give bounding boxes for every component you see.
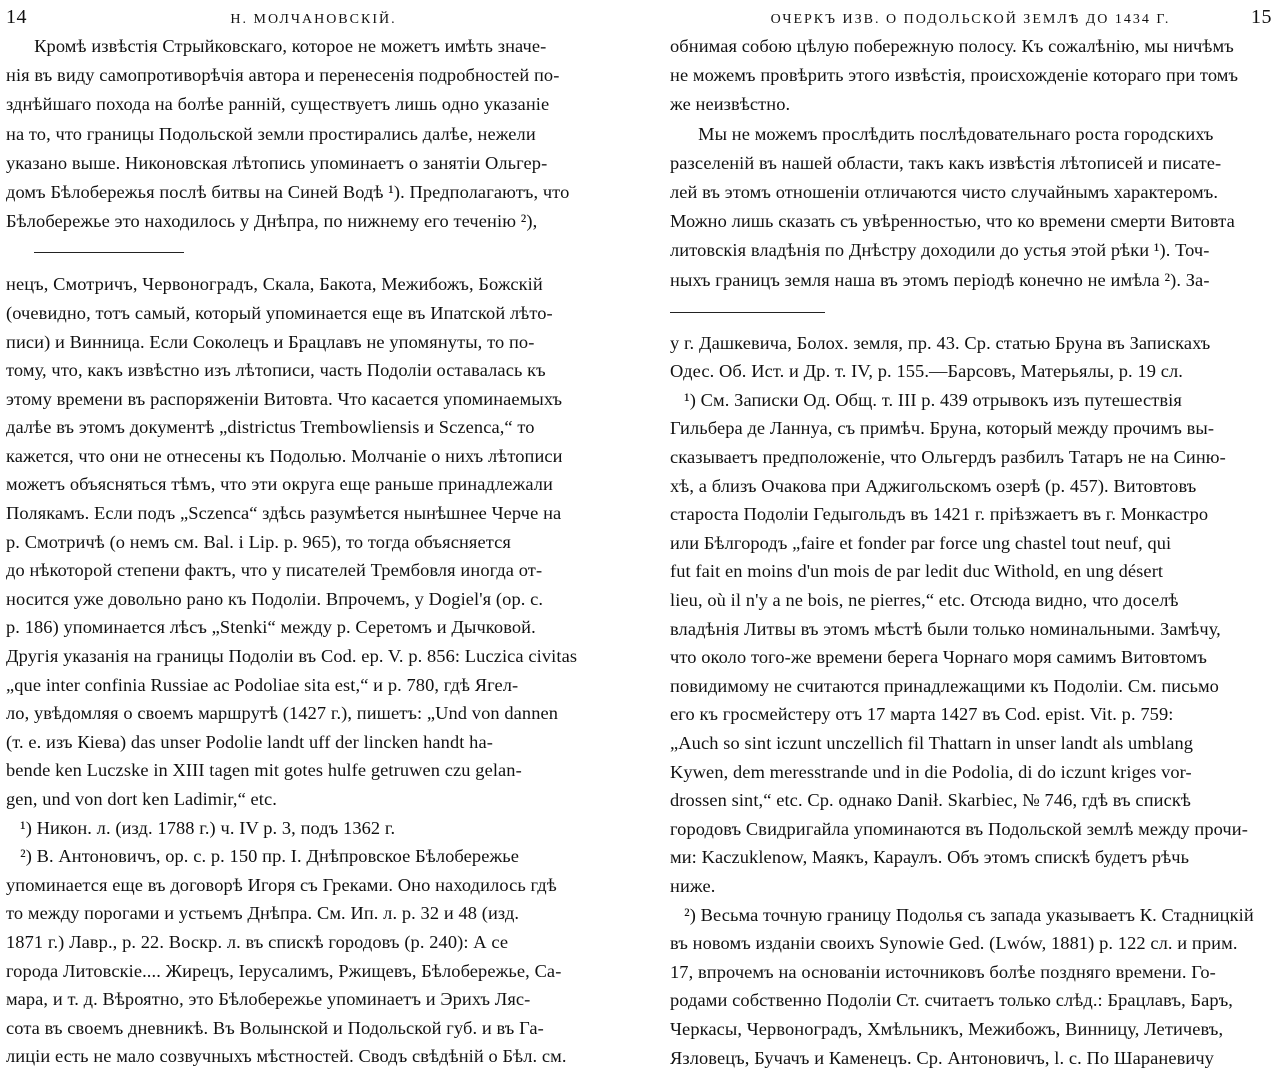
- text-line: домъ Бѣлобережья послѣ битвы на Синей Водѣ ¹). Предполагаютъ, что: [6, 181, 570, 202]
- text-line: fut fait en moins d'un mois de par ledit duc Withold, en ung désert: [670, 561, 1164, 582]
- text-line: „Auch so sint iczunt unczellich fil Thattarn in unser landt als umblang: [670, 733, 1194, 753]
- main-text: [6, 32, 620, 236]
- text-line: bende ken Luczske in XIII tagen mit gotes hulfe getruwen czu gelan-: [6, 760, 522, 781]
- main-text: [670, 32, 1272, 295]
- text-line: указано выше. Никоновская лѣтопись упоминаетъ о занятіи Ольгер-: [6, 152, 548, 173]
- text-line: писи) и Винница. Если Соколецъ и Брацлавъ не упомянуты, то по-: [6, 331, 535, 352]
- text-line: кажется, что они не отнесены къ Подолью. Молчаніе о нихъ лѣтописи: [6, 445, 563, 466]
- text-line: Черкасы, Червоноградъ, Хмѣльникъ, Межибожъ, Винницу, Летичевъ,: [670, 1018, 1224, 1039]
- footnote-divider: [670, 312, 825, 313]
- running-head: Н. МОЛЧАНОВСКІЙ.: [230, 12, 397, 27]
- running-head: ОЧЕРКЪ ИЗВ. О ПОДОЛЬСКОЙ ЗЕМЛѢ ДО 1434 Г.: [770, 12, 1171, 27]
- text-line: на то, что границы Подольской земли простирались далѣе, нежели: [6, 123, 536, 144]
- right-page: [640, 0, 1280, 1068]
- text-line: Одес. Об. Ист. и Др. т. IV, p. 155.—Барсовъ, Матерьялы, p. 19 сл.: [670, 361, 1183, 382]
- text-line: Мы не можемъ прослѣдить послѣдовательнаго роста городскихъ: [670, 123, 1214, 144]
- text-line: хѣ, а близъ Очакова при Аджигольскомъ озерѣ (p. 457). Витовтовъ: [670, 475, 1197, 496]
- text-line: этому времени въ распоряженіи Витовта. Что касается упоминаемыхъ: [6, 388, 563, 409]
- text-line: до нѣкоторой степени фактъ, что у писателей Трембовля иногда от-: [6, 560, 543, 581]
- right-page-header: [670, 6, 1272, 32]
- text-line: носится уже довольно рано къ Подоліи. Впрочемъ, у Dogiel'я (op. c.: [6, 588, 544, 609]
- text-line: сказываетъ предположеніе, что Ольгердъ разбилъ Татаръ не на Синю-: [670, 447, 1226, 468]
- text-line: повидимому не считаются принадлежащими къ Подоліи. См. письмо: [670, 675, 1219, 696]
- text-line: нія въ виду самопротиворѣчія автора и перенесенія подробностей по-: [6, 65, 560, 86]
- text-line: Гильбера де Ланнуа, съ примѣч. Бруна, который между прочимъ вы-: [670, 418, 1215, 439]
- text-line: литовскія владѣнія по Днѣстру доходили до устья этой рѣки ¹). Точ-: [670, 240, 1210, 261]
- text-line: упоминается еще въ договорѣ Игоря съ Греками. Оно находилось гдѣ: [6, 874, 557, 895]
- text-line: ¹) См. Записки Од. Общ. т. III p. 439 отрывокъ изъ путешествія: [670, 389, 1182, 410]
- text-line: Бѣлобережье это находилось у Днѣпра, по нижнему его теченію ²),: [6, 211, 538, 232]
- text-line: gen, und von dort ken Ladimir,“ etc.: [6, 789, 277, 809]
- text-line: сота въ своемъ дневникѣ. Въ Волынской и Подольской губ. и въ Га-: [6, 1017, 544, 1038]
- text-line: drossen sint,“ etc. Ср. однако Danił. Skarbiec, № 746, гдѣ въ спискѣ: [670, 790, 1191, 811]
- text-line: ми: Kaczuklenow, Маякъ, Караулъ. Объ этомъ спискѣ будетъ рѣчь: [670, 847, 1190, 868]
- text-line: въ новомъ изданіи своихъ Synowie Ged. (Lwów, 1881) p. 122 сл. и прим.: [670, 933, 1238, 954]
- text-line: можетъ объясняться тѣмъ, что эти округа еще раньше принадлежали: [6, 474, 553, 495]
- left-page: [0, 0, 640, 1067]
- text-line: же неизвѣстно.: [670, 94, 791, 115]
- text-line: тому, что, какъ извѣстно изъ лѣтописи, часть Подоліи оставалась къ: [6, 360, 546, 381]
- text-line: (т. е. изъ Кіева) das unser Podolie landt uff der lincken handt ha-: [6, 731, 493, 752]
- text-line: городовъ Свидригайла упоминаются въ Подольской землѣ между прочи-: [670, 818, 1248, 839]
- text-line: Можно лишь сказать съ увѣренностью, что ко времени смерти Витовта: [670, 211, 1235, 232]
- text-line: ло, увѣдомляя о своемъ маршрутѣ (1427 г.), пишетъ: „Und von dannen: [6, 703, 559, 724]
- text-line: или Бѣлгородъ „faire et fonder par force ung chastel tout neuf, qui: [670, 532, 1172, 553]
- footnote-text: [6, 270, 620, 1071]
- text-line: разселеній въ нашей области, такъ какъ извѣстія лѣтописей и писате-: [670, 152, 1222, 173]
- text-line: ныхъ границъ земля наша въ этомъ періодѣ конечно не имѣла ²). За-: [670, 269, 1210, 290]
- text-line: Другія указанія на границы Подоліи въ Cod. ep. V. p. 856: Luczica civitas: [6, 646, 578, 667]
- page-number: 15: [1250, 6, 1272, 28]
- text-line: ниже.: [670, 875, 716, 896]
- text-line: Язловецъ, Бучачъ и Каменецъ. Ср. Антоновичъ, l. c. По Шараневичу: [670, 1047, 1214, 1068]
- page-number: 14: [6, 6, 27, 28]
- text-line: зднѣйшаго похода на болѣе ранній, существуетъ лишь одно указаніе: [6, 94, 550, 115]
- text-line: р. Смотричѣ (о немъ см. Bal. i Lip. p. 965), то тогда объясняется: [6, 531, 511, 552]
- text-line: его къ гросмейстеру отъ 17 марта 1427 въ Cod. epist. Vit. p. 759:: [670, 704, 1174, 725]
- text-line: лиціи есть не мало созвучныхъ мѣстностей. Сводъ свѣдѣній о Бѣл. см.: [6, 1046, 567, 1067]
- text-line: lieu, où il n'y a ne bois, ne pierres,“ etc. Отсюда видно, что доселѣ: [670, 590, 1179, 611]
- text-line: Полякамъ. Если подъ „Sczenca“ здѣсь разумѣется нынѣшнее Черче на: [6, 503, 562, 524]
- text-line: далѣе въ этомъ документѣ „districtus Trembowliensis и Sczenca,“ то: [6, 417, 535, 438]
- text-line: p. 186) упоминается лѣсъ „Stenki“ между р. Серетомъ и Дычковой.: [6, 617, 536, 638]
- text-line: Kywen, dem meresstrande und in die Podolia, di do iczunt kriges vor-: [670, 761, 1192, 782]
- text-line: 1871 г.) Лавр., p. 22. Воскр. л. въ спискѣ городовъ (p. 240): А се: [6, 931, 509, 952]
- text-line: ¹) Никон. л. (изд. 1788 г.) ч. IV p. 3, подъ 1362 г.: [6, 817, 396, 838]
- text-line: ²) Весьма точную границу Подолья съ запада указываетъ К. Стадницкій: [670, 904, 1254, 925]
- text-line: (очевидно, тотъ самый, который упоминается еще въ Ипатской лѣто-: [6, 302, 553, 323]
- text-line: города Литовскіе.... Жирецъ, Іерусалимъ, Ржищевъ, Бѣлобережье, Са-: [6, 960, 562, 981]
- text-line: не можемъ провѣрить этого извѣстія, происхожденіе котораго при томъ: [670, 65, 1239, 86]
- text-line: лей въ этомъ отношеніи отличаются чисто случайнымъ характеромъ.: [670, 181, 1219, 202]
- text-line: обнимая собою цѣлую побережную полосу. Къ сожалѣнію, мы ничѣмъ: [670, 36, 1234, 56]
- footnote-divider: [34, 252, 184, 253]
- text-line: „que inter confinia Russiae ac Podoliae sita est,“ и p. 780, гдѣ Ягел-: [6, 674, 519, 695]
- text-line: мара, и т. д. Вѣроятно, это Бѣлобережье упоминаетъ и Эрихъ Ляс-: [6, 989, 531, 1010]
- text-line: родами собственно Подоліи Ст. считаетъ только слѣд.: Брацлавъ, Баръ,: [670, 990, 1234, 1011]
- text-line: нецъ, Смотричъ, Червоноградъ, Скала, Бакота, Межибожъ, Божскій: [6, 274, 543, 295]
- text-line: у г. Дашкевича, Болох. земля, пр. 43. Ср. статью Бруна въ Запискахъ: [670, 332, 1211, 353]
- text-line: 17, впрочемъ на основаніи источниковъ болѣе поздняго времени. Го-: [670, 961, 1216, 982]
- text-line: ²) В. Антоновичъ, op. c. p. 150 пр. I. Днѣпровское Бѣлобережье: [6, 846, 520, 867]
- text-line: староста Подоліи Гедыгольдъ въ 1421 г. пріѣзжаетъ въ г. Монкастро: [670, 504, 1209, 525]
- text-line: владѣнія Литвы въ этомъ мѣстѣ были только номинальными. Замѣчу,: [670, 618, 1221, 639]
- text-line: что около того-же времени берега Чорнаго моря самимъ Витовтомъ: [670, 647, 1208, 668]
- text-line: Кромѣ извѣстія Стрыйковскаго, которое не можетъ имѣть значе-: [6, 36, 547, 56]
- footnote-text: [670, 329, 1272, 1072]
- left-page-header: [6, 6, 620, 32]
- text-line: то между порогами и устьемъ Днѣпра. См. Ип. л. p. 32 и 48 (изд.: [6, 903, 520, 924]
